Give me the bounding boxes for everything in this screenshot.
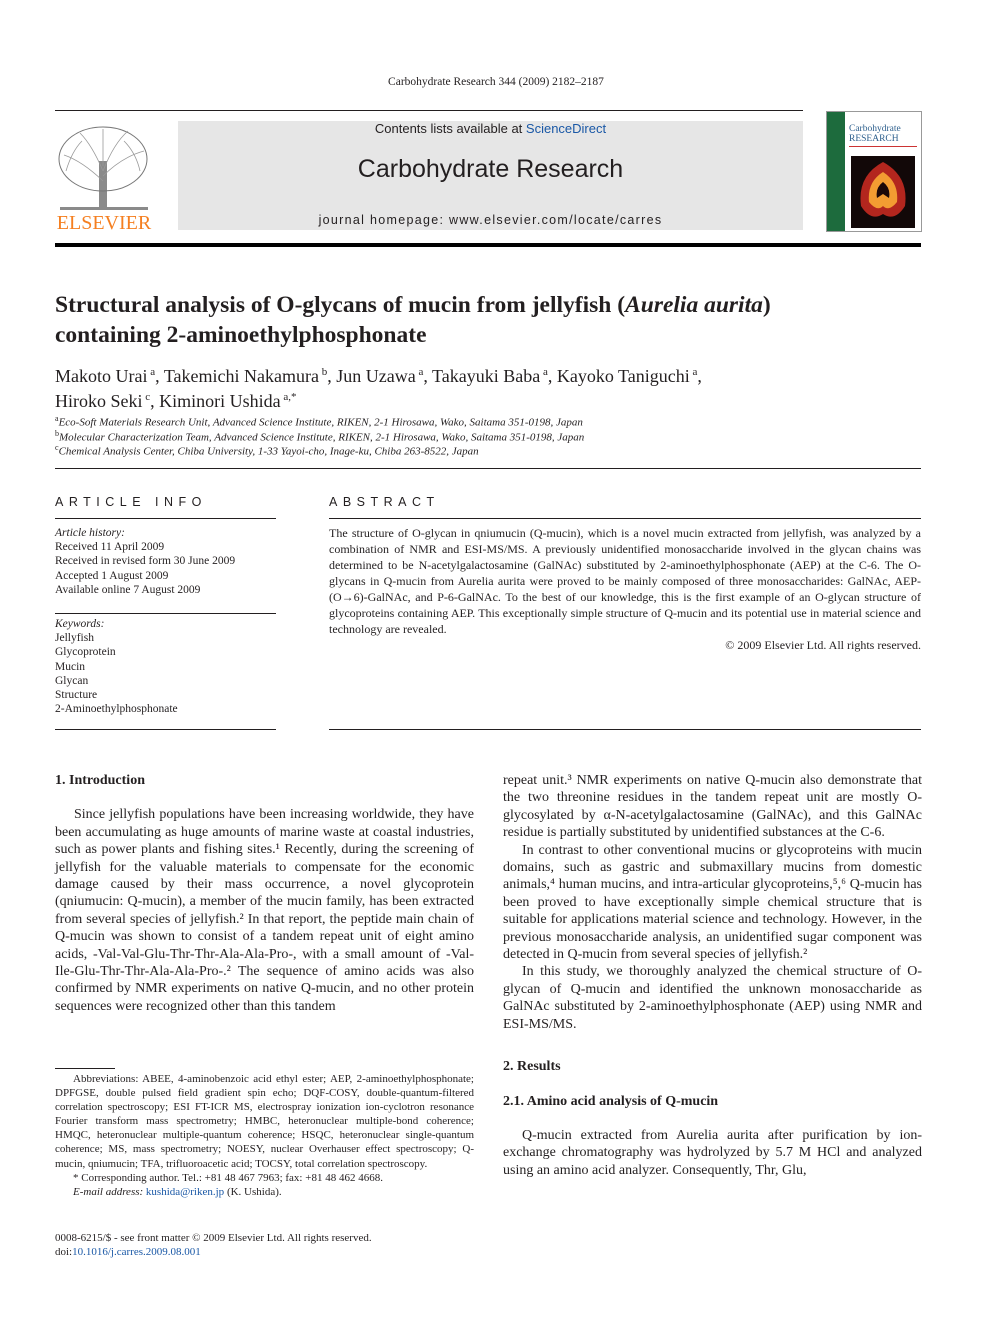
- footnotes: [55, 1072, 474, 1199]
- title-part: ): [762, 292, 771, 318]
- author-name: Takayuki Baba: [432, 366, 541, 386]
- keyword: Glycoprotein: [55, 646, 116, 659]
- cover-strip: [827, 112, 845, 231]
- tree-icon: [52, 121, 156, 233]
- doi-link[interactable]: 10.1016/j.carres.2009.08.001: [72, 1246, 201, 1258]
- keyword: Structure: [55, 689, 98, 702]
- affiliation-mark: c: [55, 443, 59, 452]
- doi-label: doi:: [55, 1246, 73, 1258]
- article-title: [55, 290, 921, 350]
- sciencedirect-link[interactable]: ScienceDirect: [525, 121, 607, 136]
- abstract-rule: [329, 729, 921, 730]
- cover-title: Carbohydrate RESEARCH: [849, 124, 901, 144]
- journal-cover: [826, 111, 922, 232]
- author-name: Kiminori Ushida: [159, 391, 281, 411]
- affiliation-text: Molecular Characterization Team, Advanced Science Institute, RIKEN, 2-1 Hirosawa, Wako, Saitama 351-0198, Japan: [59, 431, 585, 444]
- left-column: [55, 772, 474, 1015]
- affiliation: [55, 429, 921, 444]
- article-info-heading: ARTICLE INFO: [55, 495, 207, 509]
- author-affiliation-mark: a: [415, 366, 424, 378]
- cover-image: [851, 156, 915, 228]
- info-rule: [55, 613, 276, 614]
- keyword: 2-Aminoethylphosphonate: [55, 703, 178, 716]
- front-matter: [55, 1231, 474, 1259]
- subsection-heading: 2.1. Amino acid analysis of Q-mucin: [503, 1093, 719, 1109]
- email-label: E-mail address:: [73, 1185, 146, 1198]
- title-part: Structural analysis of O-glycans of mucin from jellyfish (: [55, 292, 626, 318]
- abbreviations-footnote: Abbreviations: ABEE, 4-aminobenzoic acid ethyl ester; AEP, 2-aminoethylphosphonate; DPFGSE, double pulsed field gradient spin echo; DQF-COSY, double-quantum-filtered correlation spectroscopy; ESI FT-ICR MS, electrospray ionization ion-cyclotron resonance Fourier transform mass spectrometry; HMBC, heteronuclear multiple-bond coherence; HMQC, heteronuclear multiple-quantum coherence; HSQC, heteronuclear single-quantum coherence; MS, mass spectrometry; NOESY, nuclear Overhauser effect spectroscopy; Q-mucin, qniumucin; TFA, trifluoroacetic acid; TOCSY, total correlation spectroscopy.: [55, 1073, 474, 1170]
- author-affiliation-mark: a: [689, 366, 698, 378]
- author-name: Takemichi Nakamura: [163, 366, 319, 386]
- author-name: Hiroko Seki: [55, 391, 143, 411]
- abstract-copyright: © 2009 Elsevier Ltd. All rights reserved.: [725, 638, 921, 652]
- keywords-label: Keywords:: [55, 618, 105, 630]
- keywords: [55, 617, 276, 716]
- keyword-list: [55, 631, 276, 716]
- journal-homepage[interactable]: journal homepage: www.elsevier.com/locate/carres: [318, 213, 663, 227]
- right-column: [503, 772, 922, 1179]
- article-history: [55, 526, 276, 597]
- history-item: Received in revised form 30 June 2009: [55, 555, 236, 568]
- contents-line: [178, 121, 803, 136]
- abstract-text: The structure of O-glycan in qniumucin (Q-mucin), which is a novel mucin extracted from jellyfish, was analyzed by a combination of NMR and ESI-MS/MS. A previously unidentified monosaccharide involved in the glycan chains was determined to be N-acetylgalactosamine (GalNAc) substituted by 2-aminoethylphosphonate (AEP) at the C-6. The O-glycans in Q-mucin from Aurelia aurita were proved to be mainly composed of three monosaccharides: GalNAc, AEP-(O→6)-GalNAc, and P-6-GalNAc. To the best of our knowledge, this is the first example of an O-glycan structure of glycoproteins containing AEP. This exceptionally simple structure of Q-mucin and its potential use in material science and technology are revealed.: [329, 526, 921, 636]
- header-rule: [55, 110, 803, 111]
- footnote-rule: [55, 1068, 115, 1069]
- svg-text:ELSEVIER: ELSEVIER: [56, 212, 152, 233]
- doi-line: [55, 1245, 474, 1259]
- author-affiliation-mark: a: [540, 366, 548, 378]
- header-thick-rule: [55, 243, 921, 247]
- author-name: Makoto Urai: [55, 366, 148, 386]
- affiliation-mark: b: [55, 428, 59, 438]
- contents-prefix: Contents lists available at: [374, 121, 526, 136]
- affiliation: [55, 414, 921, 429]
- affiliation-text: Eco-Soft Materials Research Unit, Advanced Science Institute, RIKEN, 2-1 Hirosawa, Wako, Saitama 351-0198, Japan: [58, 416, 583, 429]
- issn-line: 0008-6215/$ - see front matter © 2009 Elsevier Ltd. All rights reserved.: [55, 1232, 372, 1244]
- results-heading: 2. Results: [503, 1059, 561, 1075]
- abstract-rule: [329, 518, 921, 519]
- author-name: Jun Uzawa: [336, 366, 416, 386]
- author-affiliation-mark: a: [147, 366, 156, 378]
- author-line: Hiroko Seki $^c$, Kiminori Ushida $^{a,*}$: [55, 391, 297, 411]
- affiliation-mark: a: [55, 414, 59, 423]
- abstract-heading: ABSTRACT: [329, 495, 440, 509]
- info-rule: [55, 729, 276, 730]
- email-line: [55, 1185, 474, 1199]
- history-list: [55, 540, 276, 597]
- info-rule: [55, 518, 276, 519]
- history-label: Article history:: [55, 527, 125, 539]
- body-paragraph: In contrast to other conventional mucins or glycoproteins with mucin domains, such as gastric and submaxillary mucins from domestic animals,⁴ human mucins, and intra-articular glycoproteins,⁵,⁶ Q-mucin has been proved to have exceptionally simple chemical structure that is suitable for applications material science and technology. However, in the previous monosaccharide analysis, an unidentified sugar component was detected in Q-mucin from several species of jellyfish.²: [503, 842, 922, 963]
- history-item: Received 11 April 2009: [55, 541, 165, 554]
- author-list: [55, 362, 921, 412]
- author-affiliation-mark: a,*: [280, 391, 297, 403]
- history-item: Accepted 1 August 2009: [55, 569, 169, 582]
- intro-heading: 1. Introduction: [55, 773, 145, 788]
- author-affiliation-mark: b: [318, 366, 328, 378]
- affiliation: [55, 443, 921, 458]
- author-affiliation-mark: c: [142, 391, 151, 403]
- author-line: Makoto Urai $^a$, Takemichi Nakamura $^b$, Jun Uzawa $^a$, Takayuki Baba $^a$, Kayoko Taniguchi $^a$,: [55, 366, 702, 386]
- history-item: Available online 7 August 2009: [55, 583, 201, 596]
- title-species: Aurelia aurita: [625, 292, 763, 318]
- section-rule: [55, 468, 921, 469]
- corresponding-author: * Corresponding author. Tel.: +81 48 467 7963; fax: +81 48 462 4668.: [73, 1171, 383, 1184]
- keyword: Glycan: [55, 674, 89, 687]
- email-suffix: (K. Ushida).: [224, 1185, 282, 1198]
- keyword: Mucin: [55, 660, 86, 673]
- keyword: Jellyfish: [55, 632, 94, 645]
- affiliation-text: Chemical Analysis Center, Chiba University, 1-33 Yayoi-cho, Inage-ku, Chiba 263-8522, Japan: [58, 445, 479, 458]
- intro-paragraph: Since jellyfish populations have been increasing worldwide, they have been accumulating as huge amounts of marine waste at coastal industries, such as power plants and fishing sites.¹ Recently, during the screening of jellyfish for the valuable materials to compensate for the economic damage caused by their mass occurrence, a novel glycoprotein (qniumucin: Q-mucin), a member of the mucin family, has been extracted from several species of jellyfish.² In that report, the peptide main chain of Q-mucin was shown to consist of a tandem repeat unit of eight amino acids, -Val-Val-Glu-Thr-Thr-Ala-Ala-Pro-, with a small amount of -Val-Ile-Glu-Thr-Thr-Ala-Ala-Pro-.² The sequence of amino acids was also confirmed by NMR experiments on native Q-mucin, and no other protein sequences were recognized other than this tandem: [55, 807, 474, 1014]
- elsevier-logo: [52, 121, 156, 233]
- email-link[interactable]: kushida@riken.jp: [145, 1185, 225, 1198]
- body-paragraph: repeat unit.³ NMR experiments on native Q-mucin also demonstrate that the two threonine residues in the tandem repeat unit are mostly O-glycosylated by α-N-acetylgalactosamine (GalNAc), and this GalNAc residue is partially substituted by unidentified substances at the C-6.: [503, 773, 922, 841]
- body-paragraph: In this study, we thoroughly analyzed the chemical structure of O-glycan of Q-mucin and identified the unknown monosaccharide as GalNAc substituted by 2-aminoethylphosphonate (AEP) using NMR and ESI-MS/MS.: [503, 964, 922, 1032]
- author-name: Kayoko Taniguchi: [556, 366, 690, 386]
- journal-citation: Carbohydrate Research 344 (2009) 2182–2187: [388, 76, 604, 88]
- body-paragraph: Q-mucin extracted from Aurelia aurita after purification by ion-exchange chromatography was hydrolyzed by 5.7 M HCl and analyzed using an amino acid analyzer. Consequently, Thr, Glu,: [503, 1127, 922, 1178]
- title-part: containing 2-aminoethylphosphonate: [55, 322, 427, 348]
- cover-divider: [849, 146, 917, 147]
- journal-name: Carbohydrate Research: [357, 155, 624, 183]
